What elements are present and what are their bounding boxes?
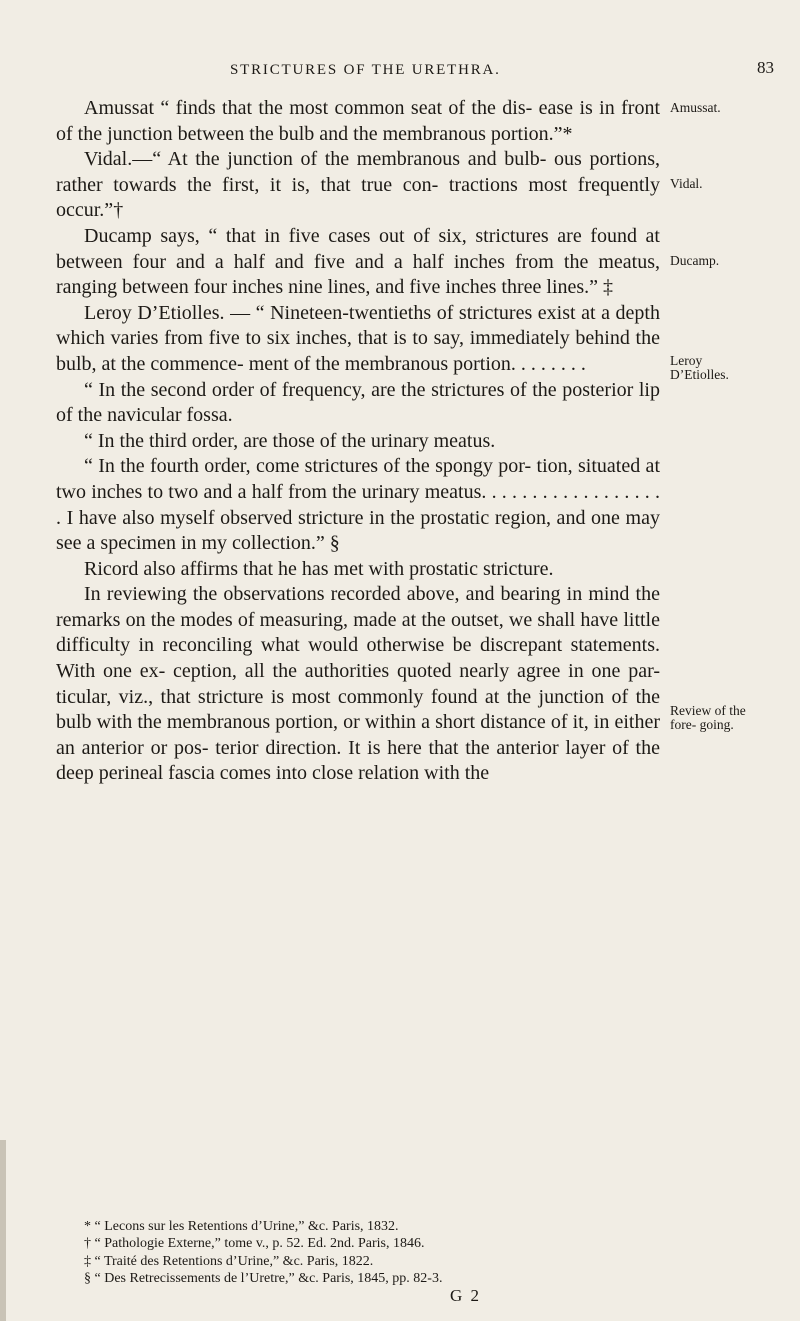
margin-note-leroy: Leroy D’Etiolles. [670,353,729,382]
running-title: STRICTURES OF THE URETHRA. [230,62,501,78]
page-number: 83 [757,58,774,77]
paragraph-vidal: Vidal.—“ At the junction of the membranous and bulb- ous portions, rather towards the first, it is, that true con- tractions most frequently occur.”† [56,148,660,222]
binding-edge [0,1140,6,1321]
body-text [56,96,660,787]
paragraph-amussat: Amussat “ finds that the most common seat of the dis- ease is in front of the junction between the bulb and the membranous portion.”* [56,97,660,145]
signature-mark: G 2 [450,1286,482,1305]
footnote-1: * “ Lecons sur les Retentions d’Urine,” &c. Paris, 1832. [84,1219,399,1234]
paragraph-review: In reviewing the observations recorded above, and bearing in mind the remarks on the modes of measuring, made at the outset, we shall have little difficulty in reconciling what would otherwise be discrepant statements. With one ex- ception, all the authorities quoted nearly agree in one par- ticular, viz., that stricture is most commonly found at the junction of the bulb with the membranous portion, or within a short distance of it, in either an anterior or pos- terior direction. It is here that the anterior layer of the deep perineal fascia comes into close relation with the [56,583,660,785]
paragraph-third-order: “ In the third order, are those of the urinary meatus. [84,429,496,452]
footnote-2: † “ Pathologie Externe,” tome v., p. 52. Ed. 2nd. Paris, 1846. [84,1236,425,1252]
margin-note-review: Review of the fore- going. [670,703,746,732]
footnote-3: ‡ “ Traité des Retentions d’Urine,” &c. Paris, 1822. [84,1253,374,1269]
margin-note-vidal: Vidal. [670,176,703,191]
footnotes [84,1218,644,1287]
footnote-4: § “ Des Retrecissements de l’Uretre,” &c. Paris, 1845, pp. 82-3. [84,1270,443,1286]
page-header [0,58,800,86]
paragraph-second-order: “ In the second order of frequency, are the strictures of the posterior lip of the navicular fossa. [56,378,660,427]
margin-note-amussat: Amussat. [670,100,721,115]
paragraph-ducamp: Ducamp says, “ that in five cases out of six, strictures are found at between four and a half and five and a half inches from the meatus, ranging between four inches nine lines, and five inches three lines.” ‡ [56,224,660,299]
paragraph-leroy: Leroy D’Etiolles. — “ Nineteen-twentieths of strictures exist at a depth which varies from five to six inches, that is to say, immediately behind the bulb, at the commence- ment of the membranous portion. . . . . . . . [56,301,660,375]
margin-note-ducamp: Ducamp. [670,253,720,268]
paragraph-ricord: Ricord also affirms that he has met with prostatic stricture. [84,557,554,580]
paragraph-fourth-order: “ In the fourth order, come strictures of the spongy por- tion, situated at two inches to two and a half from the urinary meatus. . . . . . . . . . . . . . . . . . . I have also myself observed stricture in the prostatic region, and one may see a specimen in my collection.” § [56,455,660,555]
